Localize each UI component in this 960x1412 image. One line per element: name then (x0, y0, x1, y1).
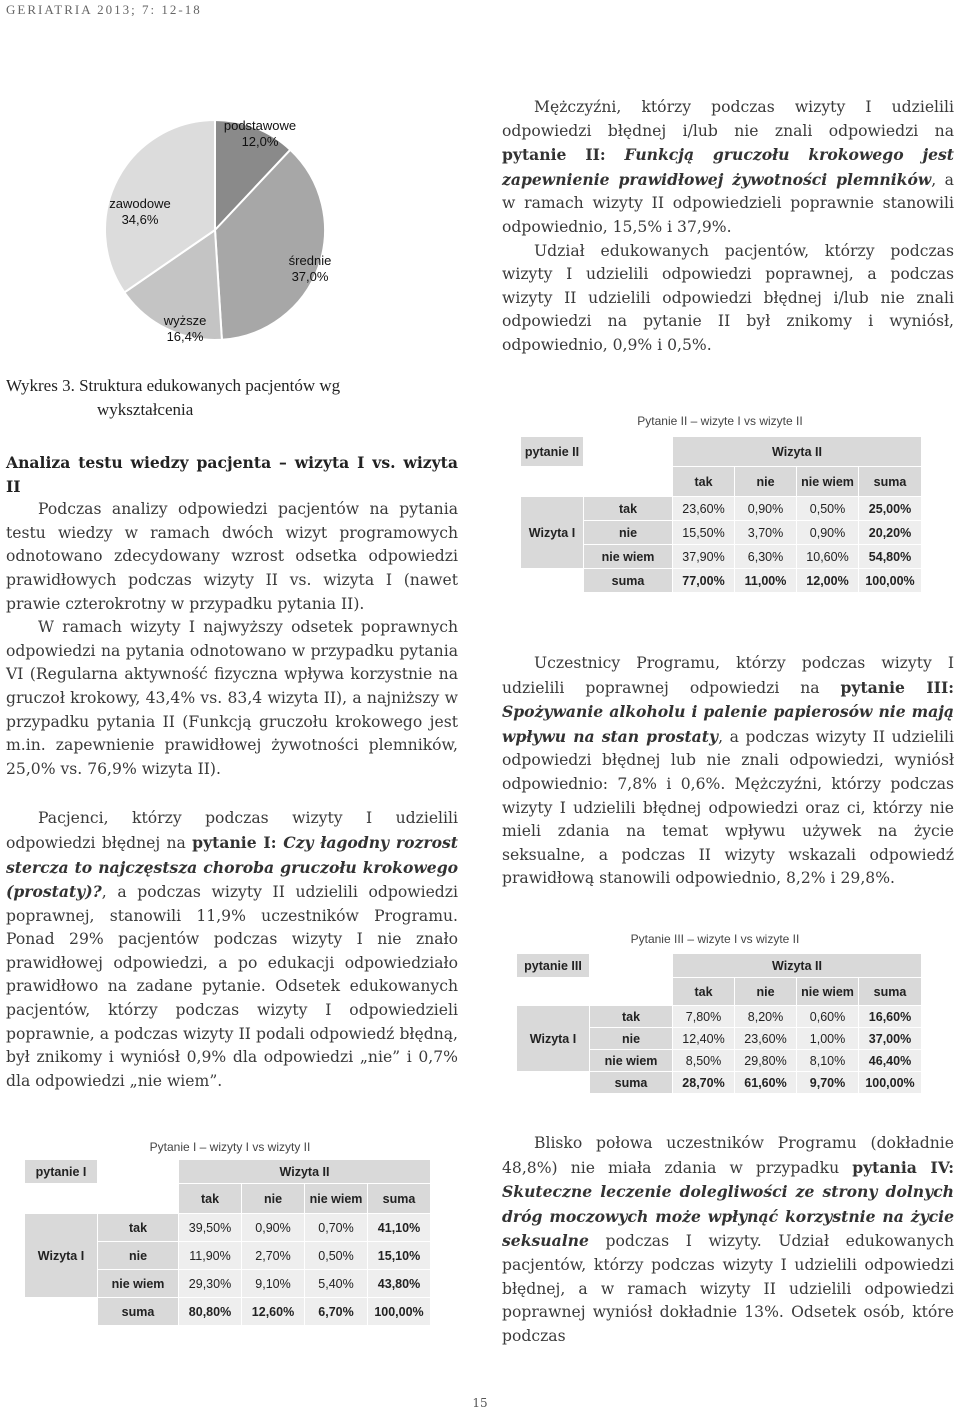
table-cell: 41,10% (368, 1214, 431, 1242)
table-1-title: Pytanie I – wizyty I vs wizyty II (149, 1140, 311, 1154)
row-label: nie wiem (584, 545, 673, 569)
table-cell: 16,60% (859, 1006, 922, 1028)
table-cell: 37,00% (859, 1028, 922, 1050)
caption-line-1: Wykres 3. Struktura edukowanych pacjentów wg (6, 376, 341, 395)
table-cell: 12,40% (673, 1028, 735, 1050)
column-header: nie (242, 1184, 305, 1214)
row-label: tak (590, 1006, 673, 1028)
left-paragraph-2: W ramach wizyty I najwyższy odsetek poprawnych odpowiedzi na pytania odnotowano w przypadku pytania VI (Regularna aktywność fizyczna wpływa korzystnie na gruczoł krokowy, 43,4% vs. 83,4 wizyta II), a najniższy w przypadku pytania II (Funkcją gruczołu krokowego jest m.in. zapewnienie prawidłowej żywotności plemników, 25,0% vs. 76,9% wizyta II). (6, 618, 458, 778)
row-label: nie (584, 521, 673, 545)
left-column (6, 451, 458, 1093)
right-p4-question-text: Skuteczne leczenie dolegliwości ze strony dolnych dróg moczowych może wpłynąć korzystnie na życie seksualne (502, 1182, 954, 1251)
table-cell: 5,40% (305, 1270, 368, 1298)
row-label: nie (590, 1028, 673, 1050)
table-cell: 0,90% (735, 497, 797, 521)
table-cell: 0,90% (242, 1214, 305, 1242)
row-label: tak (98, 1214, 179, 1242)
right-p3-question-text: Spożywanie alkoholu i palenie papierosów nie mają wpływu na stan prostaty (502, 702, 954, 746)
table-row (521, 497, 922, 521)
table-cell: 39,50% (179, 1214, 242, 1242)
table-cell: 0,50% (797, 497, 859, 521)
table-cell: 100,00% (368, 1298, 431, 1326)
column-header: tak (673, 467, 735, 497)
row-label: nie (98, 1242, 179, 1270)
right-paragraph-3 (502, 652, 954, 891)
table-cell: 37,90% (673, 545, 735, 569)
page-number: 15 (472, 1396, 488, 1410)
table-cell: 23,60% (735, 1028, 797, 1050)
left-p3-a: Pacjenci, którzy podczas wizyty I udzielili odpowiedzi błędnej na (6, 809, 458, 852)
table-cell: 0,70% (305, 1214, 368, 1242)
row-label: suma (584, 569, 673, 593)
right-paragraph-2: Udział edukowanych pacjentów, którzy podczas wizyty I udzielili odpowiedzi poprawnej, a podczas wizyty II udzielili odpowiedzi błędnej i/lub nie znali odpowiedzi na pytanie II był znikomy i wyniósł, odpowiednio, 0,9% i 0,5%. (502, 241, 954, 354)
table-row (25, 1298, 431, 1326)
row-label: suma (590, 1072, 673, 1094)
figure-caption (6, 374, 340, 422)
table-cell: 6,30% (735, 545, 797, 569)
table-cell: 12,00% (797, 569, 859, 593)
pie-label-średnie: średnie (288, 253, 332, 268)
right-paragraph-4 (502, 1132, 954, 1348)
right-p1-a: Mężczyźni, którzy podczas wizyty I udzielili odpowiedzi błędnej i/lub nie znali odpowiedzi na (502, 98, 954, 140)
column-header: nie wiem (797, 467, 859, 497)
table-cell: 25,00% (859, 497, 922, 521)
table-row (517, 1006, 922, 1028)
right-column-mid (502, 652, 954, 891)
table-cell: 0,90% (797, 521, 859, 545)
visit-2-label: Wizyta II (673, 437, 922, 467)
table-cell: 43,80% (368, 1270, 431, 1298)
column-header: tak (179, 1184, 242, 1214)
table-cell: 100,00% (859, 569, 922, 593)
row-label: nie wiem (98, 1270, 179, 1298)
table-cell: 9,10% (242, 1270, 305, 1298)
pie-value-zawodowe: 34,6% (121, 212, 159, 227)
right-p1-question: pytanie II: (502, 145, 625, 165)
table-cell: 8,20% (735, 1006, 797, 1028)
table-cell: 11,00% (735, 569, 797, 593)
right-p3-question: pytanie III: (840, 677, 954, 697)
left-paragraph-1: Podczas analizy odpowiedzi pacjentów na pytania testu wiedzy w ramach dwóch wizyt programowych odnotowano zdecydowany wzrost odsetka odpowiedzi prawidłowych podczas wizyty II vs. wizyta I (nawet prawie czterokrotny w przypadku pytania II). (6, 500, 458, 613)
right-paragraph-1 (502, 96, 954, 240)
column-header: suma (859, 978, 922, 1006)
table-cell: 10,60% (797, 545, 859, 569)
table-cell: 3,70% (735, 521, 797, 545)
table-cell: 12,60% (242, 1298, 305, 1326)
table-cell: 0,60% (797, 1006, 859, 1028)
right-p4-d: podczas I wizyty. Udział edukowanych pacjentów, którzy podczas wizyty I udzielili odpowiedzi błędnej, a w ramach wizyty II udzielili odpowiedzi poprawnej wyniósł dokładnie 13%. Odsetek osób, które podczas (502, 1232, 954, 1345)
pie-label-podstawowe: podstawowe (223, 118, 297, 133)
question-label: pytanie I (25, 1160, 98, 1184)
row-label: suma (98, 1298, 179, 1326)
left-p3-question-text: Czy łagodny rozrost stercza to najczęstsza choroba gruczołu krokowego (prostaty)? (6, 832, 458, 902)
table-cell: 7,80% (673, 1006, 735, 1028)
table-cell: 15,50% (673, 521, 735, 545)
table-cell: 11,90% (179, 1242, 242, 1270)
table-cell: 23,60% (673, 497, 735, 521)
pie-value-podstawowe: 12,0% (241, 134, 279, 149)
left-p3-question: pytanie I: (192, 832, 284, 852)
visit-1-label: Wizyta I (25, 1214, 98, 1298)
table-pytanie-1 (24, 1159, 431, 1326)
table-pytanie-3 (516, 953, 922, 1094)
question-label: pytanie III (517, 954, 590, 978)
table-cell: 8,10% (797, 1050, 859, 1072)
left-p3-d: , a podczas wizyty II udzielili odpowiedzi poprawnej, stanowili 11,9% uczestników Programu. Ponad 29% pacjentów podczas wizyty I nie znało prawidłowej odpowiedzi, a po edukacji odpowiedziało prawidłowo na zadane pytanie. Odsetek edukowanych pacjentów, którzy podczas wizyty I odpowiedzieli poprawnie, a podczas wizyty II podali odpowiedź błędną, był znikomy i wyniósł 0,9% dla odpowiedzi „nie” i 0,7% dla odpowiedzi „nie wiem”. (6, 883, 458, 1090)
table-2-title: Pytanie II – wizyte I vs wizyte II (637, 414, 803, 428)
question-label: pytanie II (521, 437, 584, 467)
column-header: suma (368, 1184, 431, 1214)
table-cell: 100,00% (859, 1072, 922, 1094)
right-column-top (502, 96, 954, 358)
table-cell: 29,30% (179, 1270, 242, 1298)
table-row (521, 569, 922, 593)
pie-value-wyższe: 16,4% (166, 329, 204, 344)
column-header: nie wiem (305, 1184, 368, 1214)
table-cell: 61,60% (735, 1072, 797, 1094)
table-cell: 6,70% (305, 1298, 368, 1326)
pie-label-wyższe: wyższe (163, 313, 207, 328)
pie-value-średnie: 37,0% (291, 269, 329, 284)
right-p3-a: Uczestnicy Programu, którzy podczas wizyty I udzielili poprawnej odpowiedzi na (502, 654, 954, 697)
right-p1-question-text: Funkcją gruczołu krokowego jest zapewnienie prawidłowej żywotności plemników (502, 145, 954, 189)
column-header: nie (735, 978, 797, 1006)
right-p4-a: Blisko połowa uczestników Programu (dokładnie 48,8%) nie miała zdania w przypadku (502, 1134, 954, 1177)
row-label: tak (584, 497, 673, 521)
visit-1-label: Wizyta I (517, 1006, 590, 1072)
column-header: nie wiem (797, 978, 859, 1006)
running-header: GERIATRIA 2013; 7: 12-18 (6, 2, 202, 17)
column-header: suma (859, 467, 922, 497)
section-title: Analiza testu wiedzy pacjenta – wizyta I vs. wizyta II (6, 453, 458, 496)
right-p1-d: , a w ramach wizyty II odpowiedzieli poprawnie stanowili odpowiednio, 15,5% i 37,9%. (502, 170, 954, 236)
table-cell: 15,10% (368, 1242, 431, 1270)
table-cell: 2,70% (242, 1242, 305, 1270)
table-cell: 9,70% (797, 1072, 859, 1094)
column-header: tak (673, 978, 735, 1006)
left-paragraph-3 (6, 807, 458, 1093)
table-cell: 20,20% (859, 521, 922, 545)
table-cell: 28,70% (673, 1072, 735, 1094)
table-cell: 29,80% (735, 1050, 797, 1072)
right-column-bottom (502, 1132, 954, 1348)
visit-2-label: Wizyta II (673, 954, 922, 978)
table-cell: 8,50% (673, 1050, 735, 1072)
right-p3-d: , a podczas wizyty II udzielili odpowiedzi błędnej lub nie znali odpowiedzi, wyniósł odpowiednio: 7,8% i 0,6%. Mężczyźni, którzy podczas wizyty I udzielili błędnej odpowiedzi oraz ci, którzy nie mieli zdania na temat wpływu używek na życie seksualne, a podczas II wizyty wskazali odpowiedź prawidłową stanowili odpowiednio, 8,2% i 29,8%. (502, 727, 954, 888)
table-pytanie-2 (520, 436, 922, 593)
right-p4-question: pytania IV: (852, 1157, 954, 1177)
visit-2-label: Wizyta II (179, 1160, 431, 1184)
table-cell: 80,80% (179, 1298, 242, 1326)
visit-1-label: Wizyta I (521, 497, 584, 569)
table-3-title: Pytanie III – wizyte I vs wizyte II (630, 932, 800, 946)
table-row (25, 1214, 431, 1242)
table-cell: 1,00% (797, 1028, 859, 1050)
table-cell: 0,50% (305, 1242, 368, 1270)
pie-chart (90, 90, 460, 380)
table-cell: 77,00% (673, 569, 735, 593)
column-header: nie (735, 467, 797, 497)
caption-line-2: wykształcenia (97, 400, 194, 419)
pie-label-zawodowe: zawodowe (109, 196, 171, 211)
table-cell: 46,40% (859, 1050, 922, 1072)
row-label: nie wiem (590, 1050, 673, 1072)
table-row (517, 1072, 922, 1094)
table-cell: 54,80% (859, 545, 922, 569)
